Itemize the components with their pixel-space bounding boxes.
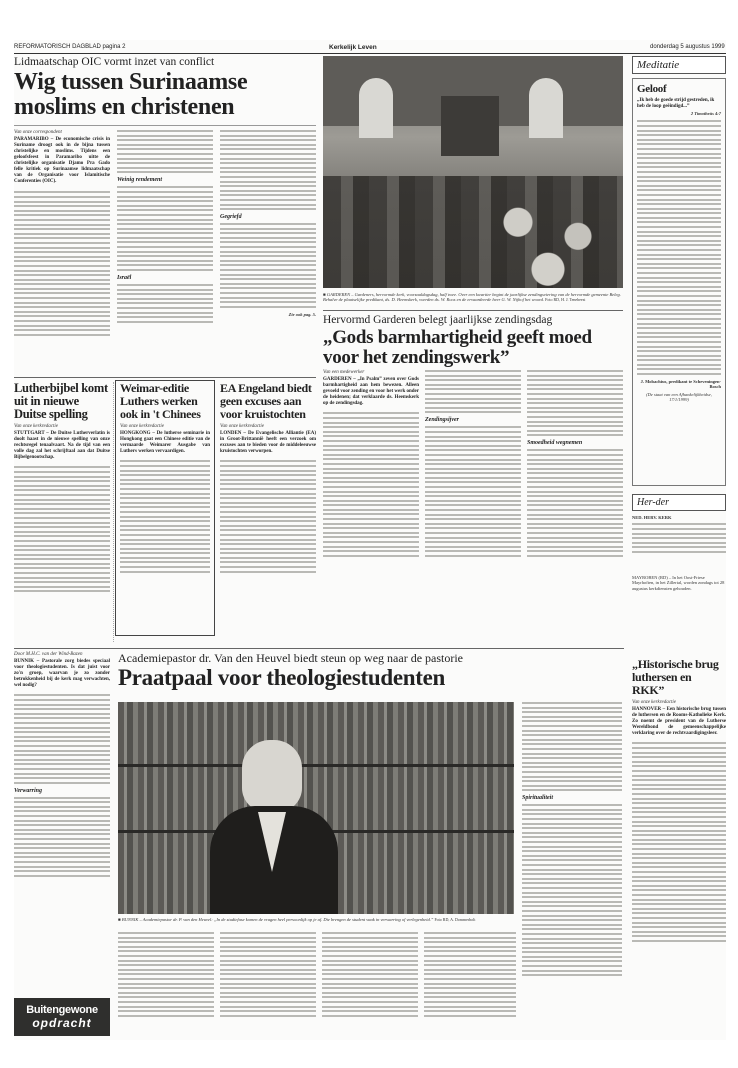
byline: Van een medewerker xyxy=(323,370,365,375)
meditatie-column xyxy=(632,56,726,566)
photo-face xyxy=(242,740,302,812)
church-photo xyxy=(323,56,623,288)
see-also: Zie ook pag. 5. xyxy=(288,311,316,317)
byline: Van onze kerkredactie xyxy=(14,424,58,429)
subheading: Zendingsijver xyxy=(425,417,459,424)
byline: Van onze correspondent xyxy=(14,130,62,135)
article-surinam-col3 xyxy=(220,130,316,317)
photo-window xyxy=(359,78,393,138)
article-kicker: Academiepastor dr. Van den Heuvel biedt steun op weg naar de pastorie xyxy=(118,651,463,665)
article-surinam xyxy=(14,56,316,120)
article-kicker: Lidmaatschap OIC vormt inzet van conflict xyxy=(14,56,215,68)
body-text xyxy=(220,130,316,210)
header-section: Kerkelijk Leven xyxy=(329,44,377,51)
article-ea-engeland xyxy=(220,382,316,573)
subheading: Spiritualiteit xyxy=(522,795,554,802)
article-praatpaal xyxy=(118,652,624,690)
byline: Door M.H.C. van der Wind-Bazen xyxy=(14,652,83,657)
photo-caption xyxy=(118,917,514,922)
body-text xyxy=(632,742,726,942)
article-lead: GARDEREN – „In Psalm” zeven over Gods barmhartigheid aan hem bewezen. Alleen gevoeld voor zending en voor het werk onder de heidenen; dat verklaarde ds. Heemskerk op de zendingsdag. xyxy=(323,377,419,407)
body-text xyxy=(527,370,623,436)
advert-line: Buitengewone xyxy=(26,1004,98,1016)
body-text xyxy=(117,284,213,323)
caption-text: GARDEREN – Gardeners, hervormde kerk, voorzaaldagsdag, half twee. Over een kwartier begint de jaarlijkse zendingsviering van de hervormde gemeente Beleg. Behalve de plaatselijke predikant, ds. D. Heemskerk, voerden ds. W. Roos en de ervaardeerde heer G. W. Nijhof het woord. xyxy=(323,292,621,303)
article-garderen-col2 xyxy=(425,370,521,557)
photo-window xyxy=(529,78,563,138)
body-column xyxy=(118,932,214,1017)
article-surinam-col2 xyxy=(117,130,213,323)
academiepastor-photo xyxy=(118,702,514,914)
subheading: Smoedheid wegnemen xyxy=(527,440,583,447)
meditatie-signoff-note: (De staat van een Afhankelijkheidse, 17/1/1999) xyxy=(646,391,712,403)
body-text xyxy=(522,702,622,791)
herder-item: MAYROBEN (RD) – In het Oost-Friese Mayrhoften, in het Zillertal, worden zondags tot 28 augustus kerkdiensten gehouden. xyxy=(632,575,725,591)
photo-caption xyxy=(323,292,623,303)
body-text xyxy=(322,932,418,1017)
body-column xyxy=(220,932,316,1017)
article-lead: STUTTGART – De Duitse Lutherverlatin is doolt haast in de nieuwe spelling van onze rechtsregel tenaalvaart. Na de tijd van een volle dag zal het schrijftaal aan dat Duitse Bijbelgenootschap. xyxy=(14,431,110,461)
herder-item: NED. HERV. KERK xyxy=(632,515,672,520)
photo-hats xyxy=(473,194,623,288)
body-text xyxy=(637,120,721,375)
article-kicker: Hervormd Garderen belegt jaarlijkse zendingsdag xyxy=(323,314,553,326)
article-lutherbijbel xyxy=(14,382,110,592)
article-headline: Lutherbijbel komt uit in nieuwe Duitse spelling xyxy=(14,381,108,421)
caption-marker: ■ xyxy=(118,917,122,922)
meditatie-box xyxy=(632,78,726,486)
article-lead: BUNNIK – Pastorale zorg biedes speciaal voor theologiestudenten. Is dat juist voor zo'n groep, waarvan je zo zonder betrokkenheid bij de kerk mag verwachten, wel nodig? xyxy=(14,659,110,689)
article-weimar xyxy=(117,382,213,573)
byline: Van onze kerkredactie xyxy=(120,424,164,429)
meditatie-label: Meditatie xyxy=(632,56,726,74)
body-text xyxy=(424,932,516,1017)
body-text xyxy=(117,130,213,173)
newspaper-page xyxy=(14,40,726,1040)
article-headline: EA Engeland biedt geen excuses aan voor kruistochten xyxy=(220,381,312,421)
article-lead: PARAMARIBO – De economische crisis in Suriname droogt ook in de bijna tussen christelijke en moslims. Tijdens een geloofsfeest in Paramaribo uitte de christelijke organisatie Djamo Pra Gado felle kritiek op Surinaamse lidmaatschap van de Organisatie voor Islamitische Conferenties (OIC). xyxy=(14,137,110,185)
article-lead: HONGKONG – De lutherse seminarie in Hongkong gaat een Chinese editie van de vermaarde Weimarer Ausgabe van Luthers werken vervaardigen. xyxy=(120,431,210,455)
meditatie-ref: 2 Timotheüs 4:7 xyxy=(690,111,721,116)
body-text xyxy=(14,191,110,335)
body-text xyxy=(425,370,521,413)
caption-text: BUNNIK – Academiepastor dr. P. van den Heuvel: „In de studiefase komen de vragen heel persoonlijk op je af. Die brengen de student vaak in verwarring of verlegenheid.” xyxy=(121,917,434,922)
article-headline: „Gods barmhartigheid geeft moed voor het zendingswerk” xyxy=(323,327,592,368)
article-garderen-col1 xyxy=(323,370,419,557)
subheading: Gegriefd xyxy=(220,214,242,221)
body-text xyxy=(117,186,213,271)
meditatie-signoff: J. Mobachius, predikant te Scheveningen-Bosch xyxy=(640,379,721,390)
divider xyxy=(14,125,316,126)
body-text xyxy=(632,523,726,553)
photo-shelf xyxy=(118,764,514,767)
body-text xyxy=(220,223,316,308)
body-text xyxy=(220,460,316,572)
article-surinam-col1 xyxy=(14,130,110,336)
body-text xyxy=(522,804,622,976)
column-rule xyxy=(113,382,114,642)
article-historische-brug xyxy=(632,658,726,942)
byline: Van onze kerkredactie xyxy=(632,700,676,705)
article-lead: HANNOVER – Een historische brug tussen de luthersen en de Rooms-Katholieke Kerk. Zo noemt de president van de Lutherse Wereldbond de gemeenschappelijke verklaring over de rechtvaardigingsleer. xyxy=(632,707,726,737)
divider xyxy=(14,648,624,649)
header-paper-name: REFORMATORISCH DAGBLAD pagina 2 xyxy=(14,44,126,50)
article-garderen xyxy=(323,314,623,368)
subheading: Verwarring xyxy=(14,787,43,794)
body-text xyxy=(527,449,623,557)
advert-box[interactable] xyxy=(14,998,110,1036)
article-garderen-col3 xyxy=(527,370,623,557)
meditatie-quote: „Ik heb de goede strijd gestreden, ik heb de loop geëindigd...” xyxy=(637,98,715,109)
body-text xyxy=(118,932,214,1017)
body-text xyxy=(323,412,419,556)
body-text xyxy=(425,426,521,557)
divider xyxy=(323,310,623,311)
frame xyxy=(115,380,215,636)
article-praatpaal-col-right xyxy=(522,702,622,976)
photo-credit: Foto RD, A. Dommerholt xyxy=(434,917,476,922)
body-text xyxy=(14,797,110,877)
article-praatpaal-col1 xyxy=(14,652,110,877)
header-rule xyxy=(14,53,726,54)
body-column xyxy=(424,932,516,1017)
meditatie-title: Geloof xyxy=(637,83,667,95)
article-headline: „Historische brug luthersen en RKK” xyxy=(632,657,719,697)
caption-marker: ■ xyxy=(323,292,327,297)
photo-credit: Foto RD, H. J. Tenebeest xyxy=(545,297,586,303)
article-headline: Wig tussen Surinaamse moslims en christenen xyxy=(14,69,248,120)
article-headline: Weimar-editie Luthers werken ook in 't Chinees xyxy=(120,381,201,421)
article-lead: LONDEN – De Evangelische Alliantie (EA) in Groot-Brittannië heeft een verzoek om excuses aan te bieden voor de middeleeuwse kruistochten verworpen. xyxy=(220,431,316,455)
body-column xyxy=(322,932,418,1017)
subheading: Weinig rendement xyxy=(117,177,163,184)
article-headline: Praatpaal voor theologiestudenten xyxy=(118,665,445,690)
header-date: donderdag 5 augustus 1999 xyxy=(650,44,725,50)
advert-line: opdracht xyxy=(32,1016,92,1030)
body-text xyxy=(14,466,110,592)
subheading: Israël xyxy=(117,275,132,282)
divider xyxy=(14,377,316,378)
body-text xyxy=(220,932,316,1017)
photo-pulpit xyxy=(441,96,499,156)
byline: Van onze kerkredactie xyxy=(220,424,264,429)
herder-label: Her-der xyxy=(632,494,726,511)
body-text xyxy=(14,694,110,783)
